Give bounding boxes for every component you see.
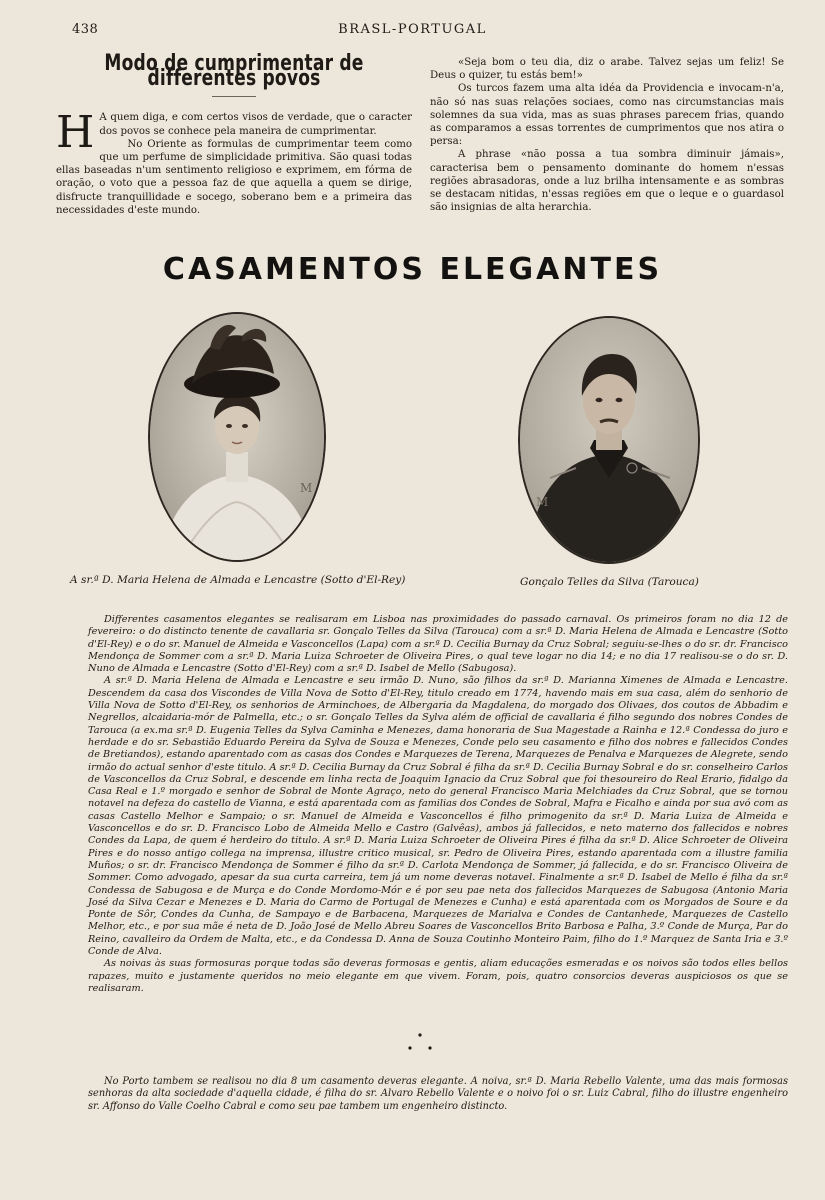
title-divider [212, 96, 256, 97]
article-right-column [430, 56, 784, 214]
article-paragraph-2: No Oriente as formulas de cumprimentar teem como que um perfume de simplicidade primitiva. São quasi todas ellas baseadas n'um sentimento religioso e exprimem, em fórma de oração, o voto que a pessoa faz de que aquella a quem se dirige, disfructe tranquillidade e socego, soberano bem e a primeira das necessidades d'este mundo. [56, 138, 412, 216]
body-paragraph-1: Differentes casamentos elegantes se realisaram em Lisboa nas proximidades do passado carnaval. Os primeiros foram no dia 12 de fevereiro: o do distincto tenente de cavallaria sr. Gonçalo Telles da Silva (Tarouca) com a sr.ª D. Maria Helena de Almada e Lencastre (Sotto d'El-Rey) e o do sr. Manuel de Almeida e Vasconcellos (Lapa) com a sr.ª D. Cecilia Burnay da Cruz Sobral; seguiu-se-lhes o do sr. dr. Francisco Mendonça de Sommer com a sr.ª D. Maria Luiza Schroeter de Oliveira Pires, o qual teve logar no dia 14; e no dia 17 realisou-se o do sr. D. Nuno de Almada e Lencastre (Sotto d'El-Rey) com a sr.ª D. Isabel de Mello (Sabugosa). [88, 614, 788, 675]
photographer-monogram: M [300, 481, 313, 495]
groom-portrait-illustration [520, 318, 698, 562]
porto-wedding-note [88, 1076, 788, 1113]
bride-caption: A sr.ª D. Maria Helena de Almada e Lencastre (Sotto d'El-Rey) [70, 574, 406, 586]
bride-portrait-photo [148, 312, 326, 562]
section-title: CASAMENTOS ELEGANTES [162, 252, 663, 287]
body-paragraph-2: A sr.ª D. Maria Helena de Almada e Lencastre e seu irmão D. Nuno, são filhos da sr.ª D. Marianna Ximenes de Almada e Lencastre. Descendem da casa dos Viscondes de Villa Nova de Sotto d'El-Rey, titulo creado em 1774, havendo mais em sua casa, além do senhorio de Villa Nova de Sotto d'El-Rey, os senhorios de Arminchoes, de Albergaria da Magdalena, do morgado dos Olivaes, dos coutos de Abbadim e Negrellos, alcaidaria-mór de Palmella, etc.; o sr. Gonçalo Telles da Sylva além de official de cavallaria é filho segundo dos nobres Condes de Tarouca (a ex.ma sr.ª D. Eugenia Telles da Sylva Caminha e Menezes, dama honoraria de Sua Magestade a Rainha e 12.ª Condessa do juro e herdade e do sr. Sebastião Eduardo Pereira da Sylva de Souza e Menezes, Conde pelo seu casamento e filho dos nobres e fallecidos Condes de Bretiandos), estando aparentado com as casas dos Condes e Marquezes de Terena, Marquezes de Penalva e Marquezes de Alegrete, sendo irmão do actual senhor d'este titulo. A sr.ª D. Cecilia Burnay da Cruz Sobral é filha da sr.ª D. Cecilia Burnay Sobral e do sr. conselheiro Carlos de Vasconcellos da Cruz Sobral, e descende em linha recta de Joaquim Ignacio da Cruz Sobral que foi thesoureiro do Real Erario, fidalgo da Casa Real e 1.º morgado e senhor de Sobral de Monte Agraço, neto do general Francisco Maria Melchiades da Cruz Sobral, que se tornou notavel na defeza do castello de Vianna, e está aparentada com as familias dos Condes de Sobral, Mafra e Ficalho e ainda por sua avó com as casas Castello Melhor e Sampaio; o sr. Manuel de Almeida e Vasconcellos é filho primogenito da sr.ª D. Maria Luiza de Almeida e Vasconcellos e do sr. D. Francisco Lobo de Almeida Mello e Castro (Galvêas), ambos já fallecidos, e neto materno dos fallecidos e nobres Condes da Lapa, de quem é herdeiro do titulo. A sr.ª D. Maria Luiza Schroeter de Oliveira Pires é filha da sr.ª D. Alice Schroeter de Oliveira Pires e do nosso antigo collega na imprensa, illustre critico musical, sr. Pedro de Oliveira Pires, estando aparentada com a illustre familia Muños; o sr. dr. Francisco Mendonça de Sommer é filho da sr.ª D. Carlota Mendonça de Sommer, já fallecida, e do sr. Francisco Oliveira de Sommer. Como advogado, apesar da sua curta carreira, tem já um nome deveras notavel. Finalmente a sr.ª D. Isabel de Mello é filha da sr.ª Condessa de Sabugosa e de Murça e do Conde Mordomo-Mór e é por seu pae neta dos fallecidos Marquezes de Sabugosa (Antonio Maria José da Silva Cezar e Menezes e D. Maria do Carmo de Portugal de Menezes e Cunha) e está aparentada com os Morgados de Soure e da Ponte de Sôr, Condes da Cunha, de Sampayo e de Barbacena, Marquezes de Marialva e Condes de Cantanhede, Marquezes de Castello Melhor, etc., e por sua mãe é neta de D. João José de Mello Abreu Soares de Vasconcellos Brito Barbosa e Palha, 3.º Conde de Murça, Par do Reino, cavalleiro da Ordem de Malta, etc., e da Condessa D. Anna de Souza Coutinho Monteiro Paim, filho do 1.º Marquez de Santa Iria e 3.º Conde de Alva. [88, 675, 788, 958]
society-news-body [88, 614, 788, 995]
groom-portrait-photo [518, 316, 700, 564]
article-paragraph-1 [56, 107, 412, 159]
body-paragraph-3: As noivas às suas formosuras porque todas são deveras formosas e gentis, aliam educações esmeradas e os noivos são todos elles bellos rapazes, muito e justamente queridos no meio elegante em que vivem. Foram, pois, quatro consorcios deveras auspiciosos os que se realisaram. [88, 958, 788, 994]
asterism-icon [400, 1030, 440, 1054]
groom-caption: Gonçalo Telles da Silva (Tarouca) [520, 576, 699, 588]
asterism-separator [400, 1030, 440, 1055]
article-left-column [56, 50, 412, 217]
article-paragraph-4: Os turcos fazem uma alta idéa da Providencia e invocam-n'a, não só nas suas relações sociaes, como nas circumstancias mais solemnes da sua vida, mas as suas phrases parecem frias, quando as comparamos a essas torrentes de cumprimentos que nos atira o persa: [430, 83, 784, 148]
photographer-monogram: M [536, 495, 549, 509]
article-paragraph-3: «Seja bom o teu dia, diz o arabe. Talvez sejas um feliz! Se Deus o quizer, tu estás bem!» [430, 57, 784, 82]
journal-title: BRASL-PORTUGAL [338, 22, 487, 37]
article-paragraph-1-text: A quem diga, e com certos visos de verdade, que o caracter dos povos se conhece pela maneira de cumprimentar. [99, 112, 412, 137]
article-title: Modo de cumprimentar de differentes povos [104, 50, 364, 91]
bride-portrait-illustration [150, 314, 324, 560]
page-number: 438 [72, 22, 99, 37]
porto-wedding-text: No Porto tambem se realisou no dia 8 um casamento deveras elegante. A noiva, sr.ª D. Maria Rebello Valente, uma das mais formosas senhoras da alta sociedade d'aquella cidade, é filha do sr. Alvaro Rebello Valente e o noivo foi o sr. Luiz Cabral, filho do illustre engenheiro sr. Affonso do Valle Coelho Cabral e como seu pae tambem um engenheiro distincto. [88, 1076, 788, 1112]
drop-cap: H [56, 107, 95, 159]
article-paragraph-5: A phrase «não possa a tua sombra diminuir jámais», caracterisa bem o pensamento dominante do homem n'essas regiões abrasadoras, onde a luz brilha intensamente e as sombras se destacam nitidas, n'essas regiões em que o leque e o guardasol são insignias de alta herarchia. [430, 149, 784, 214]
